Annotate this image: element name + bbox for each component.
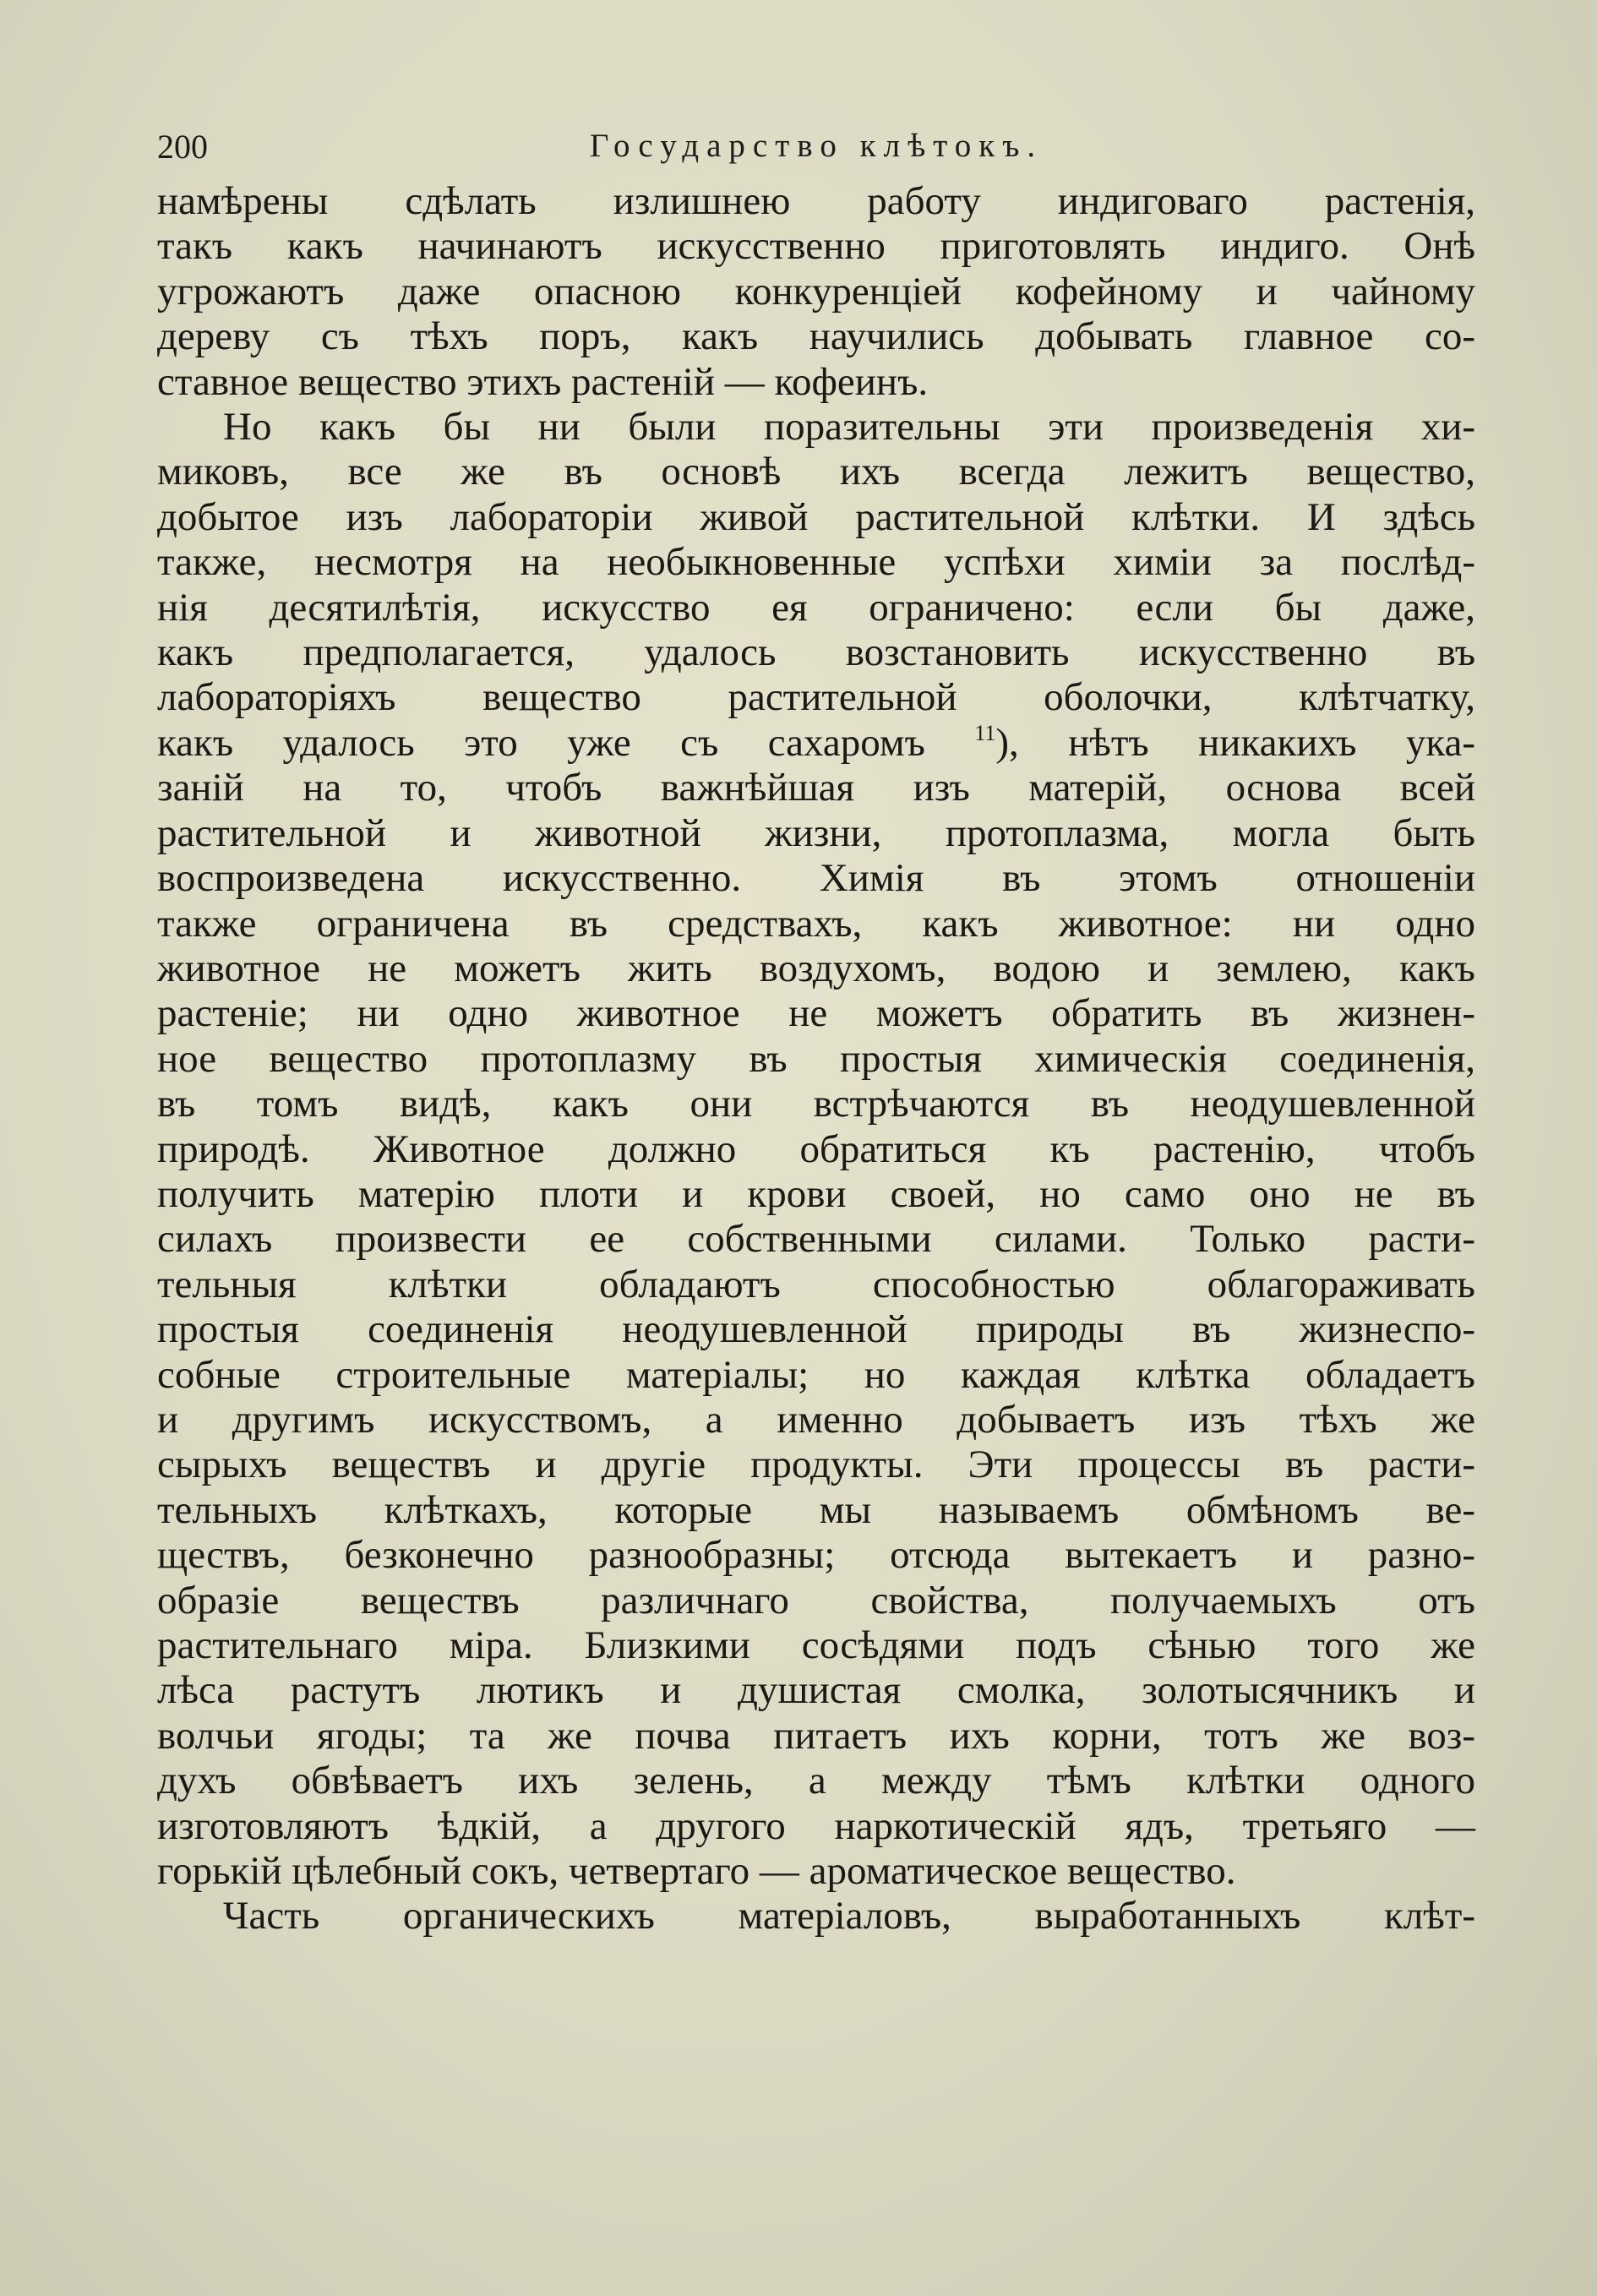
text-line: лабораторіяхъ вещество растительной оболочки, клѣтчатку, xyxy=(157,675,1475,720)
text-line: волчьи ягоды; та же почва питаетъ ихъ корни, тотъ же воз- xyxy=(157,1713,1475,1758)
text-line: также ограничена въ средствахъ, какъ животное: ни одно xyxy=(157,901,1475,946)
text-line: растеніе; ни одно животное не можетъ обратить въ жизнен- xyxy=(157,991,1475,1036)
text-line: ставное вещество этихъ растеній — кофеинъ. xyxy=(157,359,929,404)
text-line: изготовляютъ ѣдкій, а другого наркотическій ядъ, третьяго — xyxy=(157,1803,1475,1848)
paragraph-1 xyxy=(157,179,1475,405)
running-title: Государство клѣтокъ. xyxy=(589,128,1044,164)
text-line: тельныхъ клѣткахъ, которые мы называемъ обмѣномъ ве- xyxy=(157,1487,1475,1532)
paragraph-3 xyxy=(157,1894,1475,1939)
text-line: образіе веществъ различнаго свойства, получаемыхъ отъ xyxy=(157,1578,1475,1622)
text-line: природѣ. Животное должно обратиться къ растенію, чтобъ xyxy=(157,1126,1475,1171)
text-line: тельныя клѣтки обладаютъ способностью облагораживать xyxy=(157,1262,1475,1306)
text-line-with-footnote xyxy=(157,721,1475,766)
line-text: какъ удалось это уже съ сахаромъ xyxy=(157,720,925,765)
paragraph-2 xyxy=(157,405,1475,1894)
text-line: ществъ, безконечно разнообразны; отсюда вытекаетъ и разно- xyxy=(157,1533,1475,1578)
text-line: ное вещество протоплазму въ простыя химическія соединенія, xyxy=(157,1036,1475,1081)
text-line: и другимъ искусствомъ, а именно добываетъ изъ тѣхъ же xyxy=(157,1397,1475,1442)
text-line: въ томъ видѣ, какъ они встрѣчаются въ неодушевленной xyxy=(157,1082,1475,1126)
text-line: какъ предполагается, удалось возстановить искусственно въ xyxy=(157,630,1475,675)
text-line: добытое изъ лабораторіи живой растительной клѣтки. И здѣсь xyxy=(157,494,1475,539)
text-line: лѣса растутъ лютикъ и душистая смолка, золотысячникъ и xyxy=(157,1668,1475,1713)
footnote-ref: 11 xyxy=(974,720,996,745)
text-line: духъ обвѣваетъ ихъ зелень, а между тѣмъ клѣтки одного xyxy=(157,1759,1475,1803)
text-line: растительнаго міра. Близкими сосѣдями подъ сѣнью того же xyxy=(157,1623,1475,1667)
text-line: миковъ, все же въ основѣ ихъ всегда лежитъ вещество, xyxy=(157,450,1475,494)
text-line: Часть органическихъ матеріаловъ, выработанныхъ клѣт- xyxy=(223,1894,1475,1939)
page-number: 200 xyxy=(157,128,208,166)
text-line: заній на то, чтобъ важнѣйшая изъ матерій, основа всей xyxy=(157,766,1475,810)
footnote-continuation: ), нѣтъ никакихъ ука- xyxy=(995,720,1475,765)
page-header xyxy=(157,127,1475,177)
body-text xyxy=(157,179,1475,1939)
text-line: растительной и животной жизни, протоплазма, могла быть xyxy=(157,810,1475,855)
text-line: такъ какъ начинаютъ искусственно приготовлять индиго. Онѣ xyxy=(157,224,1475,269)
text-line: также, несмотря на необыкновенные успѣхи химіи за послѣд- xyxy=(157,540,1475,585)
text-line: животное не можетъ жить воздухомъ, водою и землею, какъ xyxy=(157,946,1475,990)
text-line: дереву съ тѣхъ поръ, какъ научились добывать главное со- xyxy=(157,314,1475,359)
text-line: угрожаютъ даже опасною конкуренціей кофейному и чайному xyxy=(157,269,1475,314)
text-line: Но какъ бы ни были поразительны эти произведенія хи- xyxy=(223,405,1475,450)
text-line: получить матерію плоти и крови своей, но само оно не въ xyxy=(157,1171,1475,1216)
text-line: воспроизведена искусственно. Химія въ этомъ отношеніи xyxy=(157,856,1475,901)
text-line: простыя соединенія неодушевленной природы въ жизнеспо- xyxy=(157,1307,1475,1352)
text-line: нія десятилѣтія, искусство ея ограничено: если бы даже, xyxy=(157,585,1475,630)
text-line: собные строительные матеріалы; но каждая клѣтка обладаетъ xyxy=(157,1352,1475,1397)
text-line: намѣрены сдѣлать излишнею работу индиговаго растенія, xyxy=(157,179,1475,223)
text-line: сырыхъ веществъ и другіе продукты. Эти процессы въ расти- xyxy=(157,1442,1475,1487)
text-line: горькій цѣлебный сокъ, четвертаго — ароматическое вещество. xyxy=(157,1849,1236,1894)
text-line: силахъ произвести ее собственными силами. Только расти- xyxy=(157,1217,1475,1262)
